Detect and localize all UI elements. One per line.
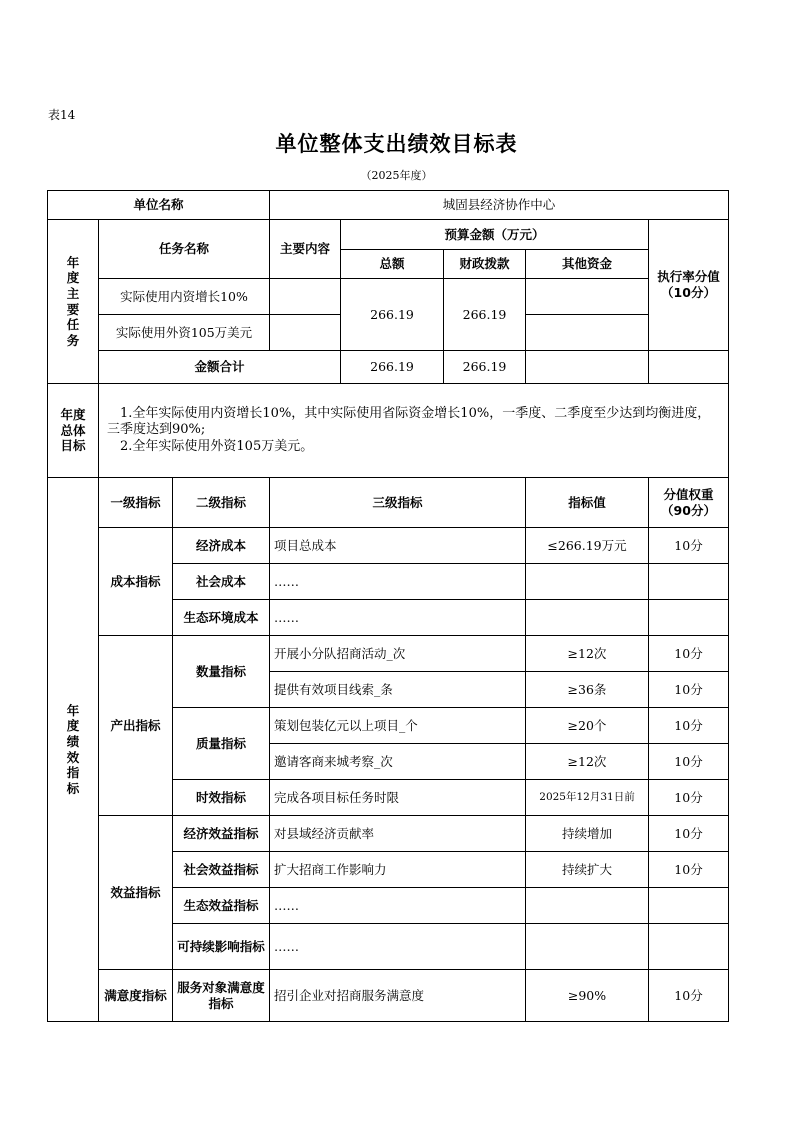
weight-cell: 10分 (649, 672, 729, 708)
level2-cell: 社会效益指标 (173, 852, 270, 888)
sum-fiscal: 266.19 (444, 351, 526, 384)
level2-cell: 经济成本 (173, 528, 270, 564)
sum-label: 金额合计 (99, 351, 341, 384)
indicator-value-cell: 持续增加 (526, 816, 649, 852)
tasks-section-text: 年度主要任务 (66, 254, 80, 348)
indicator-value-cell (526, 924, 649, 970)
level3-cell: 招引企业对招商服务满意度 (270, 970, 526, 1022)
indicator-value-cell (526, 888, 649, 924)
level1-cell: 成本指标 (99, 528, 173, 636)
goals-section-label (48, 384, 99, 478)
level3-cell: …… (270, 924, 526, 970)
tasks-header-row (48, 220, 729, 250)
total-header: 总额 (341, 250, 444, 279)
main-content-header: 主要内容 (270, 220, 341, 279)
indicator-value-cell (526, 600, 649, 636)
level3-cell: 策划包装亿元以上项目_个 (270, 708, 526, 744)
task-other-amount (526, 279, 649, 315)
level3-cell: 邀请客商来城考察_次 (270, 744, 526, 780)
task-name-cell: 实际使用内资增长10% (99, 279, 270, 315)
goal-line: 2.全年实际使用外资105万美元。 (120, 438, 314, 454)
level2-cell: 可持续影响指标 (173, 924, 270, 970)
task-total-amount: 266.19 (341, 279, 444, 351)
level3-cell: 对县域经济贡献率 (270, 816, 526, 852)
indicator-value-cell: ≥90% (526, 970, 649, 1022)
level2-cell: 生态环境成本 (173, 600, 270, 636)
unit-row (48, 191, 729, 220)
goals-row (48, 384, 729, 478)
level2-cell: 生态效益指标 (173, 888, 270, 924)
indicator-value-cell: ≥12次 (526, 636, 649, 672)
fiscal-header: 财政拨款 (444, 250, 526, 279)
weight-cell: 10分 (649, 528, 729, 564)
level1-cell: 产出指标 (99, 636, 173, 816)
indicator-row (48, 970, 729, 1022)
level3-cell: 提供有效项目线索_条 (270, 672, 526, 708)
weight-cell (649, 888, 729, 924)
weight-cell: 10分 (649, 970, 729, 1022)
indicator-value-cell (526, 564, 649, 600)
indicator-value-cell: ≥12次 (526, 744, 649, 780)
weight-cell: 10分 (649, 816, 729, 852)
weight-cell: 10分 (649, 852, 729, 888)
weight-cell (649, 564, 729, 600)
indicators-section-label (48, 478, 99, 1022)
unit-name-label: 单位名称 (48, 191, 270, 220)
task-other-amount (526, 315, 649, 351)
unit-name-value: 城固县经济协作中心 (270, 191, 729, 220)
level1-header: 一级指标 (99, 478, 173, 528)
sum-other (526, 351, 649, 384)
other-funds-header: 其他资金 (526, 250, 649, 279)
level1-cell: 效益指标 (99, 816, 173, 970)
task-content-cell (270, 279, 341, 315)
sum-total: 266.19 (341, 351, 444, 384)
level3-cell: 开展小分队招商活动_次 (270, 636, 526, 672)
indicators-section-text: 年度绩效指标 (66, 702, 80, 796)
level2-header: 二级指标 (173, 478, 270, 528)
table-number-label: 表14 (48, 108, 76, 122)
level3-cell: …… (270, 600, 526, 636)
task-name-cell: 实际使用外资105万美元 (99, 315, 270, 351)
indicator-row (48, 528, 729, 564)
indicator-value-cell: ≥20个 (526, 708, 649, 744)
task-content-cell (270, 315, 341, 351)
weight-cell: 10分 (649, 780, 729, 816)
weight-cell: 10分 (649, 636, 729, 672)
indicator-value-cell: 持续扩大 (526, 852, 649, 888)
level3-cell: …… (270, 564, 526, 600)
indicator-value-header: 指标值 (526, 478, 649, 528)
goal-line: 1.全年实际使用内资增长10%，其中实际使用省际资金增长10%，一季度、二季度至少达到均衡进度，三季度达到90%; (107, 406, 711, 438)
performance-target-table (47, 190, 729, 1022)
page-subtitle: （2025年度） (360, 169, 433, 182)
level1-cell: 满意度指标 (99, 970, 173, 1022)
level3-cell: 完成各项目标任务时限 (270, 780, 526, 816)
task-name-header: 任务名称 (99, 220, 270, 279)
level2-cell: 时效指标 (173, 780, 270, 816)
level2-cell: 服务对象满意度指标 (173, 970, 270, 1022)
sum-score (649, 351, 729, 384)
task-row (48, 279, 729, 315)
level3-cell: 项目总成本 (270, 528, 526, 564)
indicator-row (48, 636, 729, 672)
goals-text (99, 384, 729, 478)
level3-cell: 扩大招商工作影响力 (270, 852, 526, 888)
budget-header: 预算金额（万元） (341, 220, 649, 250)
indicator-value-cell: ≥36条 (526, 672, 649, 708)
weight-header: 分值权重（90分） (649, 478, 729, 528)
weight-cell (649, 924, 729, 970)
sum-row (48, 351, 729, 384)
level2-cell: 质量指标 (173, 708, 270, 780)
indicator-row (48, 816, 729, 852)
weight-cell: 10分 (649, 744, 729, 780)
weight-cell: 10分 (649, 708, 729, 744)
level2-cell: 数量指标 (173, 636, 270, 708)
level3-header: 三级指标 (270, 478, 526, 528)
level2-cell: 社会成本 (173, 564, 270, 600)
indicators-header-row (48, 478, 729, 528)
tasks-section-label (48, 220, 99, 384)
weight-cell (649, 600, 729, 636)
indicator-value-cell: 2025年12月31日前 (526, 780, 649, 816)
score-rate-header: 执行率分值（10分） (649, 220, 729, 351)
indicator-value-cell: ≤266.19万元 (526, 528, 649, 564)
level3-cell: …… (270, 888, 526, 924)
page-title: 单位整体支出绩效目标表 (275, 132, 518, 156)
goals-section-text: 年度总体目标 (60, 407, 86, 454)
level2-cell: 经济效益指标 (173, 816, 270, 852)
task-fiscal-amount: 266.19 (444, 279, 526, 351)
